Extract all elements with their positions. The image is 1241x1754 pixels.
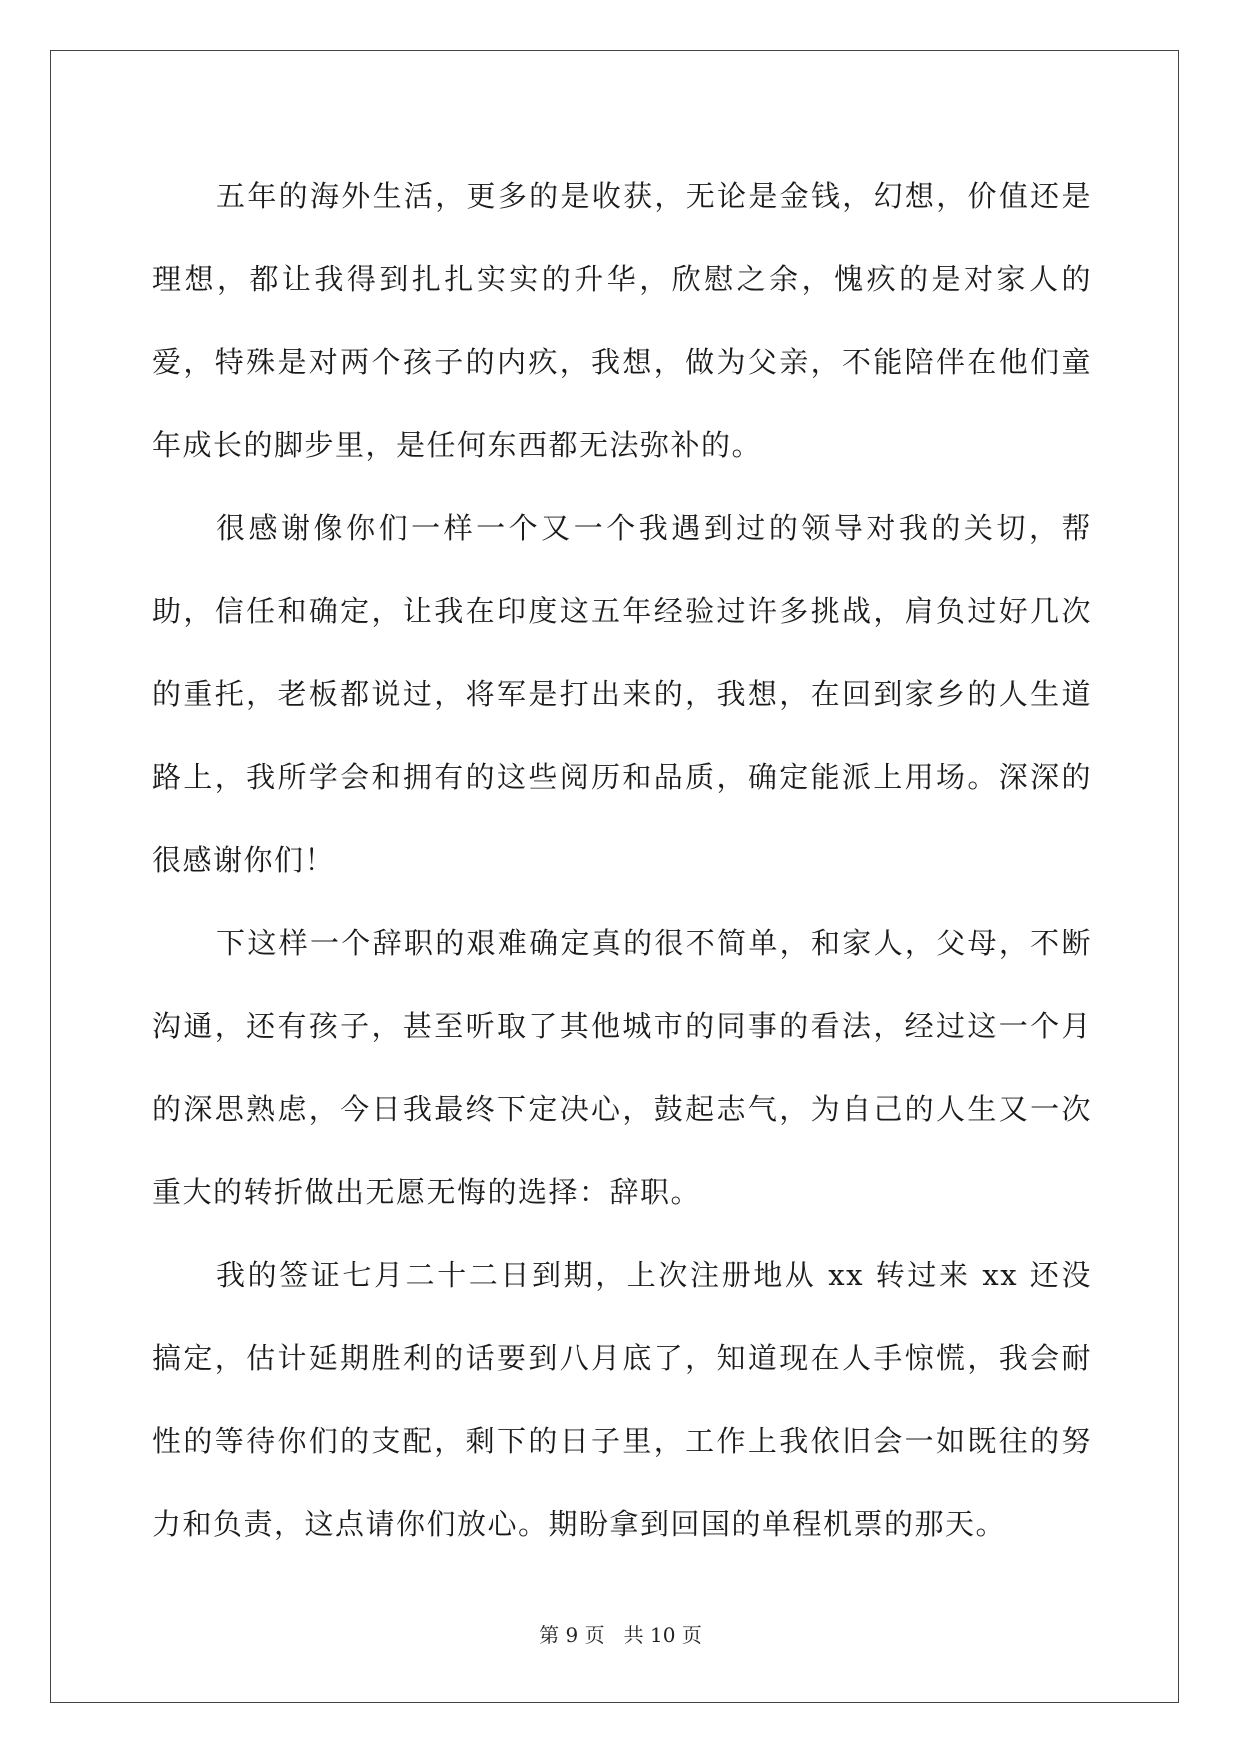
paragraph: 五年的海外生活，更多的是收获，无论是金钱，幻想，价值还是理想，都让我得到扎扎实实的升华，欣慰之余，愧疚的是对家人的爱，特殊是对两个孩子的内疚，我想，做为父亲，不能陪伴在他们童年成长的脚步里，是任何东西都无法弥补的。 [152,179,1092,462]
paragraph: 我的签证七月二十二日到期，上次注册地从 xx 转过来 xx 还没搞定，估计延期胜利的话要到八月底了，知道现在人手惊慌，我会耐性的等待你们的支配，剩下的日子里，工作上我依旧会一如既往的努力和负责，这点请你们放心。期盼拿到回国的单程机票的那天。 [152,1258,1092,1541]
page-footer [0,1619,1241,1648]
page-number: 第 9 页 [539,1623,605,1647]
paragraph: 很感谢像你们一样一个又一个我遇到过的领导对我的关切，帮助，信任和确定，让我在印度这五年经验过许多挑战，肩负过好几次的重托，老板都说过，将军是打出来的，我想，在回到家乡的人生道路上，我所学会和拥有的这些阅历和品质，确定能派上用场。深深的很感谢你们！ [152,511,1092,877]
paragraph: 下这样一个辞职的艰难确定真的很不简单，和家人，父母，不断沟通，还有孩子，甚至听取了其他城市的同事的看法，经过这一个月的深思熟虑，今日我最终下定决心，鼓起志气，为自己的人生又一次重大的转折做出无愿无悔的选择：辞职。 [152,926,1092,1209]
document-body [152,155,1092,1566]
page-total: 共 10 页 [623,1623,702,1647]
